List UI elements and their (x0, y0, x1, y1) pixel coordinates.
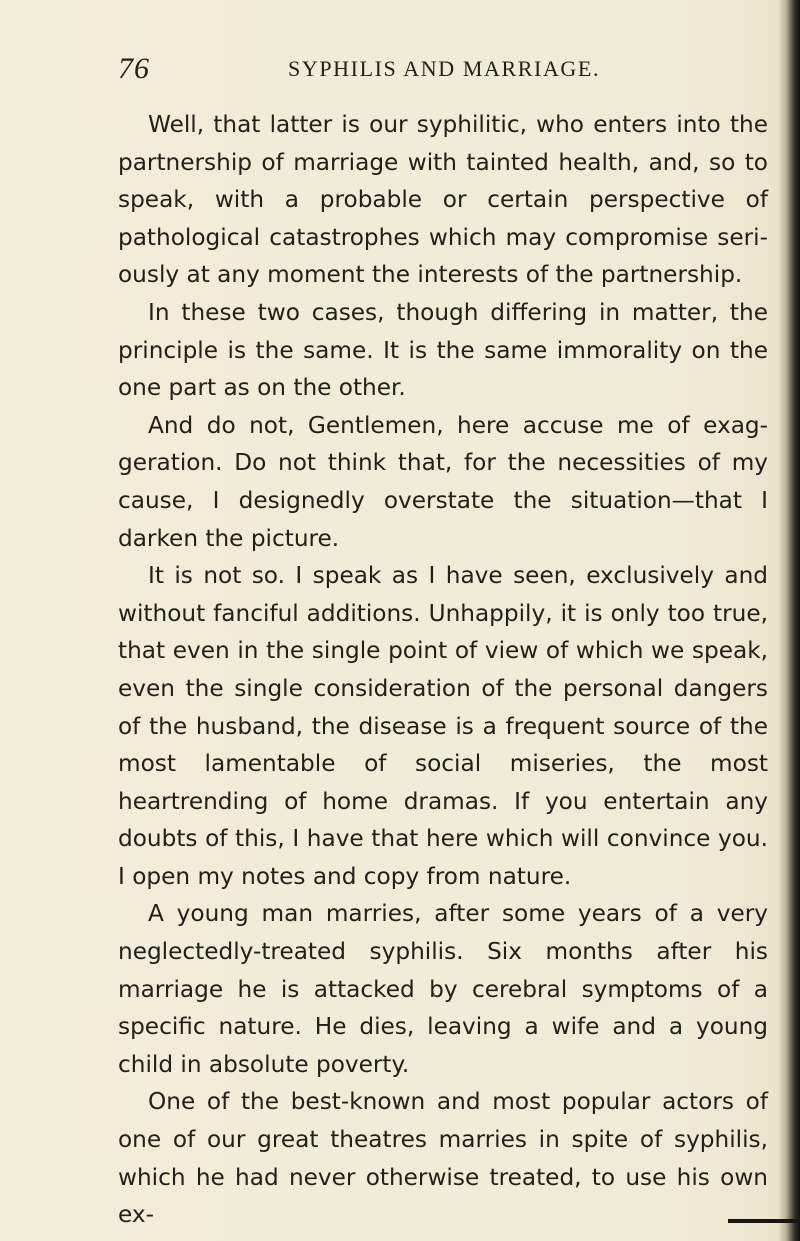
body-text (118, 106, 768, 1234)
running-title: SYPHILIS AND MARRIAGE. (288, 56, 601, 81)
paragraph: And do not, Gentlemen, here accuse me of exaggeration. Do not think that, for the necessities of my cause, I designedly overstate the situation—that I darken the picture. (118, 411, 768, 552)
paragraph: One of the best-known and most popular actors of one of our great theatres marries in spite of syphilis, which he had never otherwise treated, to use his own ex- (118, 1088, 768, 1229)
page-header (118, 52, 768, 92)
paragraph: It is not so. I speak as I have seen, exclusively and without fanciful additions. Unhappily, it is only too true, that even in the single point of view of which we speak, even the single consideration of the personal dangers of the husband, the disease is a frequent source of the most lamentable of social miseries, the most heartrending of home dramas. If you entertain any doubts of this, I have that here which will convince you. I open my notes and copy from nature. (118, 562, 768, 890)
page-edge-line (728, 1219, 800, 1223)
page-number: 76 (118, 52, 150, 85)
page-edge-shadow (778, 0, 800, 1241)
paragraph: In these two cases, though differing in matter, the principle is the same. It is the same immorality on the one part as on the other. (118, 298, 768, 402)
paragraph: A young man marries, after some years of a very neglectedly-treated syphilis. Six months after his marriage he is attacked by cerebral symptoms of a specific nature. He dies, leaving a wife and a young child in absolute poverty. (118, 900, 768, 1078)
paragraph: Well, that latter is our syphilitic, who enters into the partnership of marriage with tainted health, and, so to speak, with a probable or certain perspective of pathological catastrophes which may compromise seriously at any moment the interests of the partnership. (118, 111, 768, 289)
